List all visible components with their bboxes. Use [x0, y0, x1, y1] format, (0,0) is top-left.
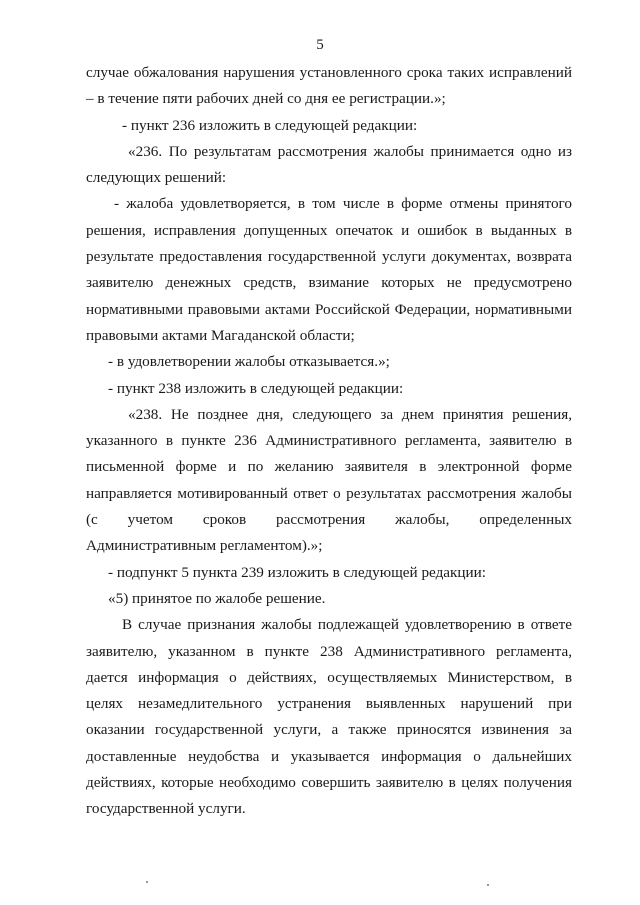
paragraph-amend-236: - пункт 236 изложить в следующей редакции:	[122, 116, 418, 134]
paragraph-238-text: «238. Не позднее дня, следующего за днем принятия решения, указанного в пункте 236 Административного регламента, заявителю в письменной форме и по желанию заявителя в электронной форме направляется мотивированный ответ о результатах рассмотрения жалобы (с учетом сроков рассмотрения жалобы, определенных Административным регламентом).»;	[86, 405, 572, 555]
paragraph-complaint-rejected: - в удовлетворении жалобы отказывается.»;	[108, 353, 390, 371]
paragraph-complaint-satisfied: - жалоба удовлетворяется, в том числе в форме отмены принятого решения, исправления допущенных опечаток и ошибок в выданных в результате предоставления государственной услуги документах, возврата заявителю денежных средств, взимание которых не предусмотрено нормативными правовыми актами Российской Федерации, нормативными правовыми актами Магаданской области;	[86, 195, 572, 344]
page-number: 5	[316, 37, 324, 53]
document-body	[86, 60, 572, 823]
paragraph-amend-238: - пункт 238 изложить в следующей редакции:	[108, 379, 404, 397]
paragraph-239-item-5: «5) принятое по жалобе решение.	[108, 589, 326, 607]
scan-speck	[146, 881, 148, 883]
paragraph-amend-239: - подпункт 5 пункта 239 изложить в следующей редакции:	[108, 563, 487, 581]
paragraph-satisfaction-case: В случае признания жалобы подлежащей удовлетворению в ответе заявителю, указанном в пункте 238 Административного регламента, дается информация о действиях, осуществляемых Министерством, в целях незамедлительного устранения выявленных нарушений при оказании государственной услуги, а также приносятся извинения за доставленные неудобства и указывается информация о дальнейших действиях, которые необходимо совершить заявителю в целях получения государственной услуги.	[86, 616, 572, 818]
paragraph-continuation: случае обжалования нарушения установленного срока таких исправлений – в течение пяти рабочих дней со дня ее регистрации.»;	[86, 64, 572, 108]
scan-speck	[487, 884, 489, 886]
paragraph-236-intro: «236. По результатам рассмотрения жалобы принимается одно из следующих решений:	[86, 142, 572, 187]
